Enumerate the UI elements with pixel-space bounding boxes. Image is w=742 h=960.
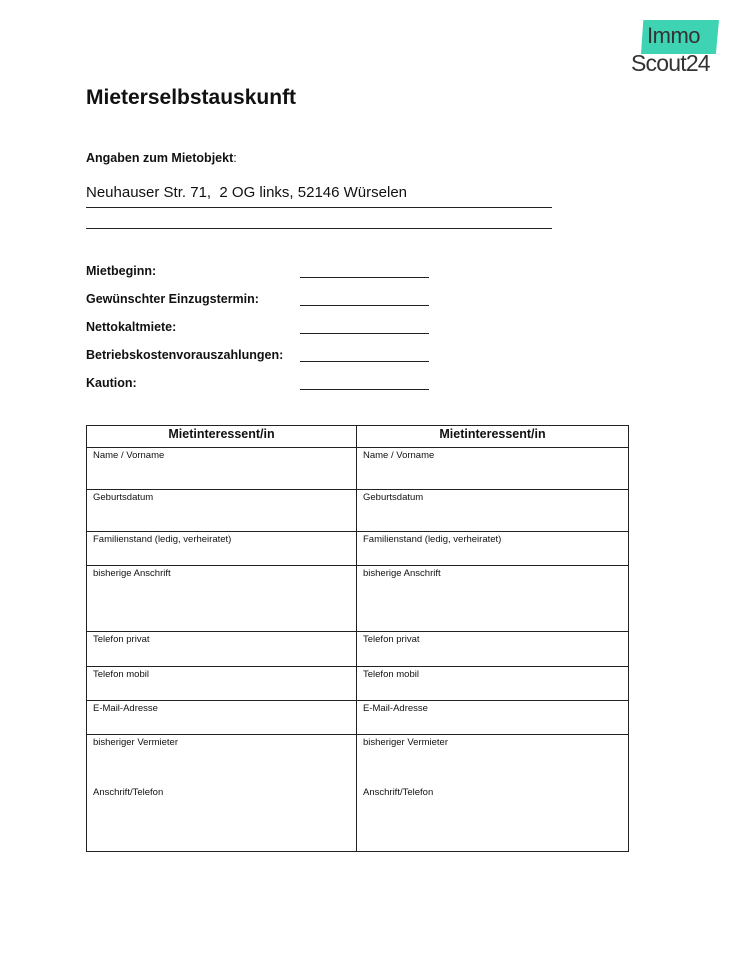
landlord-label-1: bisheriger Vermieter bbox=[93, 737, 179, 748]
landlord-contact-label-1: Anschrift/Telefon bbox=[93, 787, 164, 798]
field-blank-betriebskosten[interactable] bbox=[300, 361, 429, 362]
cell-phone-mobile-2[interactable]: Telefon mobil bbox=[357, 667, 629, 701]
cell-prev-address-2[interactable]: bisherige Anschrift bbox=[357, 566, 629, 632]
tenant-info-table bbox=[86, 425, 629, 852]
address-line-1[interactable] bbox=[86, 207, 552, 208]
table-row bbox=[87, 667, 629, 701]
field-blank-einzugstermin[interactable] bbox=[300, 305, 429, 306]
landlord-contact-label-2: Anschrift/Telefon bbox=[363, 787, 434, 798]
object-label-text: Angaben zum Mietobjekt bbox=[86, 151, 234, 165]
object-section-label bbox=[86, 151, 237, 165]
cell-marital-2[interactable]: Familienstand (ledig, verheiratet) bbox=[357, 532, 629, 566]
cell-email-2[interactable]: E-Mail-Adresse bbox=[357, 701, 629, 735]
header-tenant-2: Mietinteressent/in bbox=[357, 426, 629, 448]
table-row bbox=[87, 566, 629, 632]
page-title: Mieterselbstauskunft bbox=[86, 86, 297, 109]
cell-marital-1[interactable]: Familienstand (ledig, verheiratet) bbox=[87, 532, 357, 566]
field-label-kaution: Kaution: bbox=[86, 376, 137, 390]
field-blank-mietbeginn[interactable] bbox=[300, 277, 429, 278]
logo-immo-text: Immo bbox=[647, 23, 700, 48]
cell-name-1[interactable]: Name / Vorname bbox=[87, 448, 357, 490]
cell-phone-mobile-1[interactable]: Telefon mobil bbox=[87, 667, 357, 701]
table-header-row bbox=[87, 426, 629, 448]
cell-birth-2[interactable]: Geburtsdatum bbox=[357, 490, 629, 532]
table-row bbox=[87, 632, 629, 667]
field-label-einzugstermin: Gewünschter Einzugstermin: bbox=[86, 292, 259, 306]
cell-prev-address-1[interactable]: bisherige Anschrift bbox=[87, 566, 357, 632]
cell-landlord-2[interactable] bbox=[357, 735, 629, 852]
field-blank-kaution[interactable] bbox=[300, 389, 429, 390]
table-row bbox=[87, 448, 629, 490]
address-line-2[interactable] bbox=[86, 228, 552, 229]
field-label-mietbeginn: Mietbeginn: bbox=[86, 264, 157, 278]
cell-birth-1[interactable]: Geburtsdatum bbox=[87, 490, 357, 532]
table-row bbox=[87, 490, 629, 532]
cell-name-2[interactable]: Name / Vorname bbox=[357, 448, 629, 490]
object-address: Neuhauser Str. 71, 2 OG links, 52146 Würselen bbox=[86, 184, 407, 201]
logo-scout-text: Scout24 bbox=[631, 50, 710, 76]
object-label-colon: : bbox=[233, 151, 237, 165]
cell-email-1[interactable]: E-Mail-Adresse bbox=[87, 701, 357, 735]
table-row bbox=[87, 532, 629, 566]
cell-phone-private-2[interactable]: Telefon privat bbox=[357, 632, 629, 667]
field-label-nettokaltmiete: Nettokaltmiete: bbox=[86, 320, 177, 334]
table-row bbox=[87, 735, 629, 852]
table-row bbox=[87, 701, 629, 735]
field-label-betriebskosten: Betriebskostenvorauszahlungen: bbox=[86, 348, 284, 362]
cell-landlord-1[interactable] bbox=[87, 735, 357, 852]
cell-phone-private-1[interactable]: Telefon privat bbox=[87, 632, 357, 667]
field-blank-nettokaltmiete[interactable] bbox=[300, 333, 429, 334]
immoscout24-logo bbox=[631, 18, 727, 76]
header-tenant-1: Mietinteressent/in bbox=[87, 426, 357, 448]
landlord-label-2: bisheriger Vermieter bbox=[363, 737, 449, 748]
